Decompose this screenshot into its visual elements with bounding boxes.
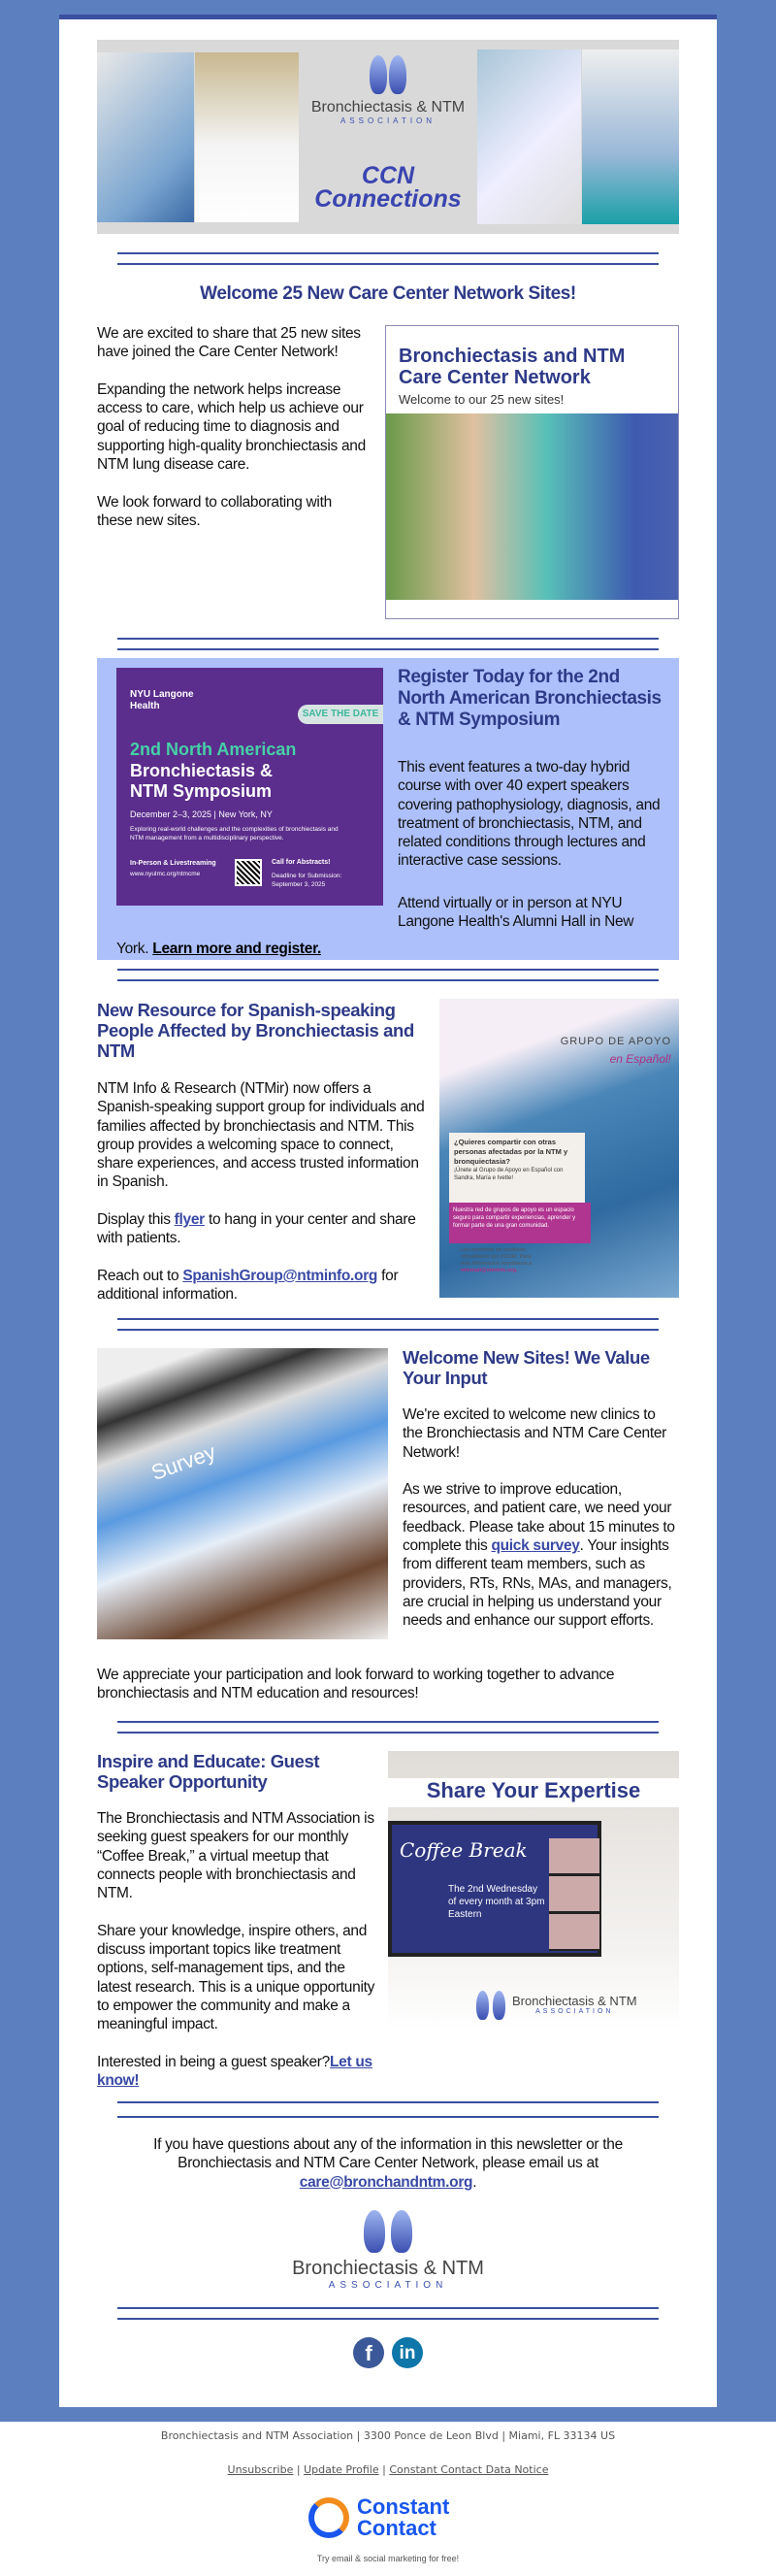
- share-expertise-title: Share Your Expertise: [388, 1778, 679, 1807]
- flyer-url: www.nyulmc.org/ntmcme: [130, 871, 201, 877]
- cc-word-1: Constant: [357, 2494, 450, 2519]
- title-line-2: Connections: [314, 185, 462, 213]
- text: Reach out to: [97, 1267, 179, 1284]
- flyer-date: December 2–3, 2025 | New York, NY: [130, 809, 273, 819]
- survey-body: [403, 1405, 679, 1631]
- header-banner: [97, 40, 679, 234]
- text: If you have questions about any of the information in this newsletter or the Bronchiectasis and NTM Care Center Network, please email us at: [153, 2136, 623, 2172]
- banner-photo-doctors: [97, 52, 194, 222]
- divider: [117, 2116, 659, 2118]
- org-name: Bronchiectasis & NTM: [292, 2258, 484, 2279]
- text: for additional information.: [97, 1267, 399, 1304]
- text: As we strive to improve education, resources, and patient care, we need your feedback. Please take about 15 minutes to complete this: [403, 1481, 675, 1555]
- banner-photo-patient: [582, 50, 679, 224]
- divider: [117, 638, 659, 640]
- spanish-body: [97, 1079, 432, 1305]
- org-name: Bronchiectasis & NTM: [310, 99, 466, 116]
- flyer-question: ¿Quieres compartir con otras personas afectadas por la NTM y bronquiectasia?: [454, 1138, 568, 1166]
- divider: [117, 1721, 659, 1723]
- text: .: [472, 2173, 477, 2191]
- flyer-brand: NYU Langone Health: [130, 689, 194, 711]
- cc-word-2: Contact: [357, 2516, 436, 2540]
- text: Display this: [97, 1211, 171, 1229]
- banner-logo: [301, 51, 475, 125]
- quick-survey-link[interactable]: quick survey: [491, 1537, 580, 1555]
- qr-code: [235, 859, 262, 886]
- cc-tagline: Try email & social marketing for free!: [316, 2554, 460, 2563]
- survey-word: Survey: [147, 1439, 219, 1485]
- text: to hang in your center and share with patients.: [97, 1211, 416, 1247]
- survey-closing: We appreciate your participation and look forward to working together to advance bronchiectasis and NTM education and resources!: [97, 1667, 615, 1702]
- register-link[interactable]: Learn more and register.: [152, 941, 321, 957]
- flyer-invite: ¡Únete al Grupo de Apoyo en Español con Sandra, María e Ivette!: [454, 1168, 564, 1181]
- text: Interested in being a guest speaker?: [97, 2053, 330, 2070]
- contact-text: [116, 2135, 660, 2192]
- flyer-footer: [461, 1247, 538, 1274]
- linkedin-icon[interactable]: in: [392, 2337, 423, 2368]
- text: Las reuniones se conducen virtualmente por ZOOM. Para más información escríbenos a: [461, 1247, 533, 1267]
- banner-photo-doctor: [195, 52, 299, 222]
- flyer-line3: NTM Symposium: [130, 781, 273, 801]
- symposium-description: This event features a two-day hybrid course with over 40 expert speakers covering pathophysiology, diagnosis, and treatment of bronchiectasis, NTM, and related conditions through lectures and interactive case sessions.: [398, 759, 661, 870]
- paragraph: We look forward to collaborating with these new sites.: [97, 493, 332, 529]
- separator: |: [382, 2463, 386, 2476]
- coffee-break-schedule: The 2nd Wednesday of every month at 3pm Eastern: [448, 1884, 545, 1920]
- org-sub: ASSOCIATION: [340, 116, 436, 125]
- flyer-cfa: Call for Abstracts!: [272, 859, 331, 866]
- paragraph: [403, 1480, 679, 1630]
- constant-contact-icon: [308, 2497, 349, 2538]
- flyer-link[interactable]: flyer: [174, 1211, 205, 1229]
- flyer-deadline: Deadline for Submission: September 3, 2025: [272, 873, 342, 888]
- text: York.: [116, 941, 149, 957]
- speaker-logo: [475, 1989, 637, 2020]
- image-subtitle: Welcome to our 25 new sites!: [399, 392, 565, 407]
- coffee-break-title: Coffee Break: [400, 1838, 528, 1862]
- welcome-title: Welcome 25 New Care Center Network Sites!: [200, 283, 576, 304]
- footer-logo: [242, 2208, 534, 2291]
- org-name: Bronchiectasis & NTM: [512, 1994, 637, 2008]
- video-tiles: [549, 1838, 599, 1951]
- survey-image: [97, 1348, 388, 1639]
- paragraph: The Bronchiectasis and NTM Association is seeking guest speakers for our monthly “Coffee Break,” a virtual meetup that connects people with bronchiectasis and NTM.: [97, 1810, 374, 1902]
- paragraph: Share your knowledge, inspire others, and discuss important topics like treatment options, self-management tips, and the latest research. This is a unique opportunity to empower the community and make a meaningful impact.: [97, 1922, 375, 2033]
- welcome-image: [385, 325, 679, 619]
- title-line-1: CCN: [361, 162, 415, 189]
- paragraph: [97, 1267, 432, 1305]
- divider: [117, 2101, 659, 2103]
- divider: [117, 2307, 659, 2309]
- paragraph: [97, 2053, 378, 2091]
- facebook-icon[interactable]: f: [353, 2337, 384, 2368]
- flyer-email: ntmmail@ntminfo.org.: [461, 1268, 518, 1273]
- divider: [117, 263, 659, 265]
- symposium-location-end: [116, 940, 660, 958]
- let-us-know-link[interactable]: Let us know!: [97, 2053, 372, 2090]
- flyer-desc: Exploring real-world challenges and the complexities of bronchiectasis and NTM management from a multidisciplinary perspective.: [130, 826, 339, 842]
- welcome-body: [97, 324, 369, 530]
- paragraph: [97, 1210, 432, 1248]
- data-notice-link[interactable]: Constant Contact Data Notice: [389, 2463, 549, 2476]
- text: . Your insights from different team members, such as providers, RTs, RNs, MAs, and managers, are crucial in helping us understand your needs and enhance our support efforts.: [403, 1537, 672, 1630]
- org-sub: ASSOCIATION: [328, 2280, 448, 2291]
- org-sub: ASSOCIATION: [535, 2008, 614, 2015]
- save-the-date-badge: SAVE THE DATE: [298, 705, 383, 724]
- flyer-question-box: [449, 1133, 585, 1203]
- footer-links: [0, 2463, 776, 2476]
- symposium-location: Attend virtually or in person at NYU Langone Health's Alumni Hall in New: [398, 895, 634, 931]
- separator: |: [296, 2463, 301, 2476]
- paragraph: NTM Info & Research (NTMir) now offers a Spanish-speaking support group for individuals and families affected by bronchiectasis and NTM. This group provides a welcoming space to connect, share experiences, and access trusted information in Spanish.: [97, 1080, 425, 1191]
- flyer-pink-box: Nuestra red de grupos de apoyo es un espacio seguro para compartir experiencias, aprender y formar parte de una gran comunidad.: [449, 1203, 591, 1243]
- paragraph: Expanding the network helps increase access to care, which help us achieve our goal of reducing time to diagnosis and supporting high-quality bronchiectasis and NTM lung disease care.: [97, 380, 366, 474]
- flyer-line2: Bronchiectasis &: [130, 761, 274, 780]
- symposium-title: Register Today for the 2nd North American Bronchiectasis & NTM Symposium: [398, 667, 662, 730]
- divider: [117, 969, 659, 971]
- spanish-flyer-image: [439, 999, 679, 1298]
- divider: [117, 1732, 659, 1734]
- divider: [117, 1318, 659, 1320]
- divider: [117, 1329, 659, 1331]
- survey-title: Welcome New Sites! We Value Your Input: [403, 1347, 650, 1388]
- staff-photo: [386, 413, 678, 600]
- speaker-body: [97, 1809, 378, 2090]
- speaker-image: [388, 1751, 679, 2030]
- constant-contact-logo[interactable]: [308, 2496, 449, 2539]
- footer-address: Bronchiectasis and NTM Association | 3300 Ponce de Leon Blvd | Miami, FL 33134 US: [160, 2429, 616, 2442]
- spanish-group-email-link[interactable]: SpanishGroup@ntminfo.org: [182, 1267, 378, 1284]
- flyer-line1: 2nd North American: [130, 740, 297, 759]
- divider: [117, 252, 659, 254]
- symposium-flyer[interactable]: [116, 668, 383, 906]
- laptop-screen: [388, 1821, 601, 1957]
- speaker-title: Inspire and Educate: Guest Speaker Opportunity: [97, 1751, 320, 1792]
- paragraph: We're excited to welcome new clinics to the Bronchiectasis and NTM Care Center Network!: [403, 1406, 667, 1461]
- spanish-title: New Resource for Spanish-speaking People Affected by Bronchiectasis and NTM: [97, 1000, 414, 1061]
- divider: [117, 648, 659, 650]
- paragraph: We are excited to share that 25 new sites have joined the Care Center Network!: [97, 325, 361, 361]
- update-profile-link[interactable]: Update Profile: [304, 2463, 379, 2476]
- divider: [117, 2318, 659, 2320]
- care-email-link[interactable]: care@bronchandntm.org: [299, 2173, 473, 2191]
- flyer-mode: In-Person & Livestreaming: [130, 860, 216, 867]
- newsletter-title: [301, 164, 475, 211]
- symposium-section: [97, 658, 679, 960]
- unsubscribe-link[interactable]: Unsubscribe: [227, 2463, 294, 2476]
- banner-photo-xray: [477, 50, 581, 224]
- image-title: Bronchiectasis and NTM Care Center Network: [399, 346, 626, 388]
- flyer-heading: GRUPO DE APOYO: [560, 1036, 671, 1047]
- flyer-heading-script: en Español!: [609, 1052, 671, 1066]
- divider: [117, 979, 659, 981]
